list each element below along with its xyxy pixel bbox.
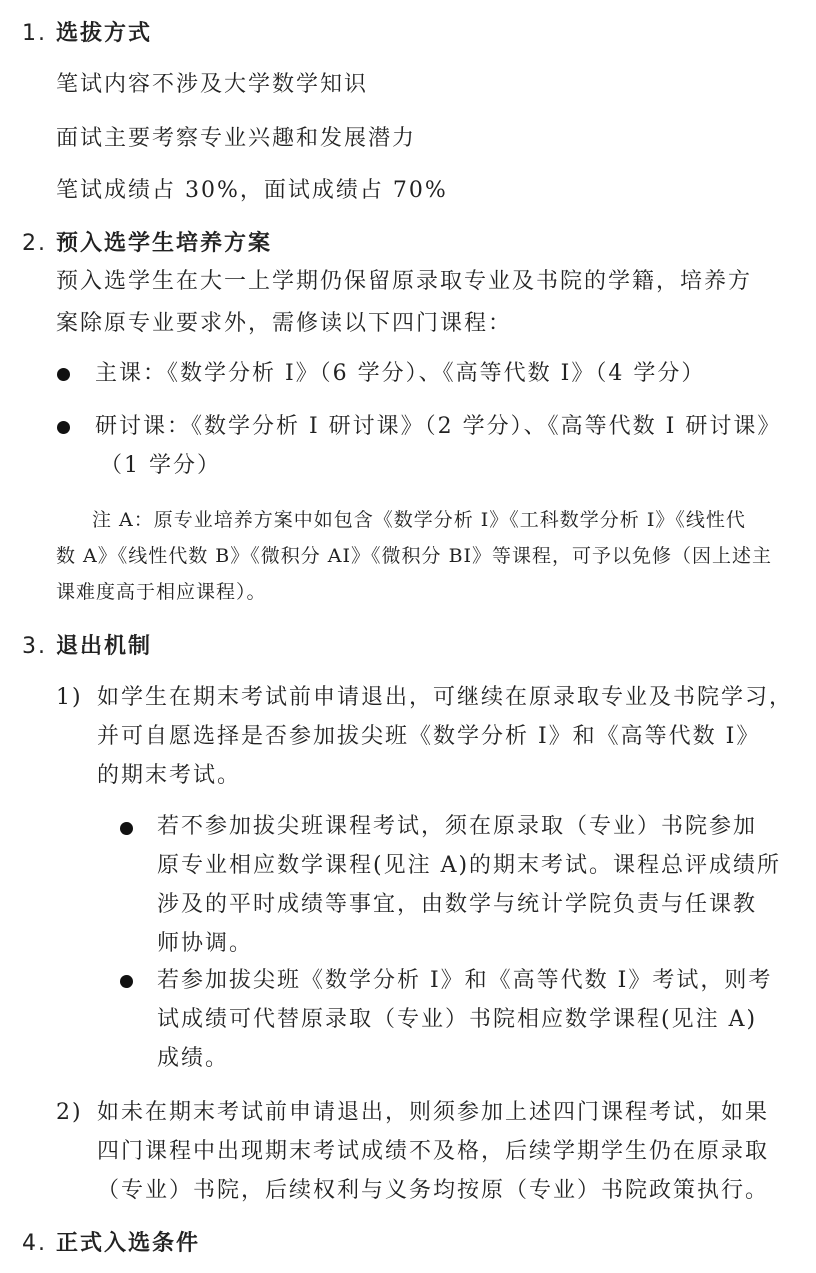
note-a-line-3: 课难度高于相应课程）。 <box>56 581 267 603</box>
section-1-line-2: 面试主要考察专业兴趣和发展潜力 <box>56 126 417 151</box>
section-2-bullet-1-line-1: 主课：《数学分析 I》（6 学分）、《高等代数 I》（4 学分） <box>95 361 706 386</box>
section-3-heading <box>22 632 152 662</box>
section-4-number: 4. <box>22 1231 47 1256</box>
section-2-title: 预入选学生培养方案 <box>56 231 273 256</box>
section-3-item-1-bullet-1-line-2: 原专业相应数学课程(见注 A)的期末考试。课程总评成绩所 <box>157 853 782 878</box>
bullet-dot-icon <box>120 822 133 835</box>
section-1-number: 1. <box>22 21 47 46</box>
section-1-line-3: 笔试成绩占 30%，面试成绩占 70% <box>56 178 448 203</box>
section-3-item-1-line-1: 如学生在期末考试前申请退出，可继续在原录取专业及书院学习， <box>97 685 794 710</box>
section-3-item-2-marker: 2) <box>56 1100 83 1125</box>
section-3-item-2-line-2: 四门课程中出现期末考试成绩不及格，后续学期学生仍在原录取 <box>97 1139 770 1164</box>
section-3-item-1-line-2: 并可自愿选择是否参加拔尖班《数学分析 I》和《高等代数 I》 <box>97 724 761 749</box>
note-a-line-1: 注 A：原专业培养方案中如包含《数学分析 I》《工科数学分析 I》《线性代 <box>92 509 746 531</box>
bullet-dot-icon <box>120 975 133 988</box>
section-3-title: 退出机制 <box>56 634 153 659</box>
section-3-item-1-bullet-1-line-3: 涉及的平时成绩等事宜，由数学与统计学院负责与任课教 <box>157 892 758 917</box>
section-3-item-2-line-1: 如未在期末考试前申请退出，则须参加上述四门课程考试，如果 <box>97 1100 770 1125</box>
section-2-heading <box>22 229 272 259</box>
section-2-intro-line-1: 预入选学生在大一上学期仍保留原录取专业及书院的学籍，培养方 <box>56 269 753 294</box>
section-2-bullet-2-line-1: 研讨课：《数学分析 I 研讨课》（2 学分）、《高等代数 I 研讨课》 <box>95 414 782 439</box>
section-4-heading <box>22 1229 200 1259</box>
bullet-dot-icon <box>57 368 70 381</box>
section-1-line-1: 笔试内容不涉及大学数学知识 <box>56 72 369 97</box>
section-3-item-1-bullet-2-line-2: 试成绩可代替原录取（专业）书院相应数学课程(见注 A) <box>157 1007 758 1032</box>
section-3-item-1-bullet-1-line-1: 若不参加拔尖班课程考试，须在原录取（专业）书院参加 <box>157 814 758 839</box>
section-3-item-1-bullet-2-line-3: 成绩。 <box>157 1046 230 1071</box>
section-3-item-2-line-3: （专业）书院，后续权利与义务均按原（专业）书院政策执行。 <box>97 1178 770 1203</box>
section-2-intro-line-2: 案除原专业要求外，需修读以下四门课程： <box>56 311 513 336</box>
bullet-dot-icon <box>57 421 70 434</box>
note-a-line-2: 数 A》《线性代数 B》《微积分 AI》《微积分 BI》等课程，可予以免修（因上述主 <box>56 545 773 567</box>
section-3-item-1-marker: 1) <box>56 685 83 710</box>
section-3-number: 3. <box>22 634 47 659</box>
section-3-item-1-bullet-1-line-4: 师协调。 <box>157 931 254 956</box>
section-2-bullet-2-line-2: （1 学分） <box>100 453 221 478</box>
section-3-item-1-line-3: 的期末考试。 <box>97 763 242 788</box>
section-1-heading <box>22 19 152 49</box>
section-4-title: 正式入选条件 <box>56 1231 201 1256</box>
section-2-number: 2. <box>22 231 47 256</box>
section-1-title: 选拔方式 <box>56 21 153 46</box>
section-3-item-1-bullet-2-line-1: 若参加拔尖班《数学分析 I》和《高等代数 I》考试，则考 <box>157 968 773 993</box>
